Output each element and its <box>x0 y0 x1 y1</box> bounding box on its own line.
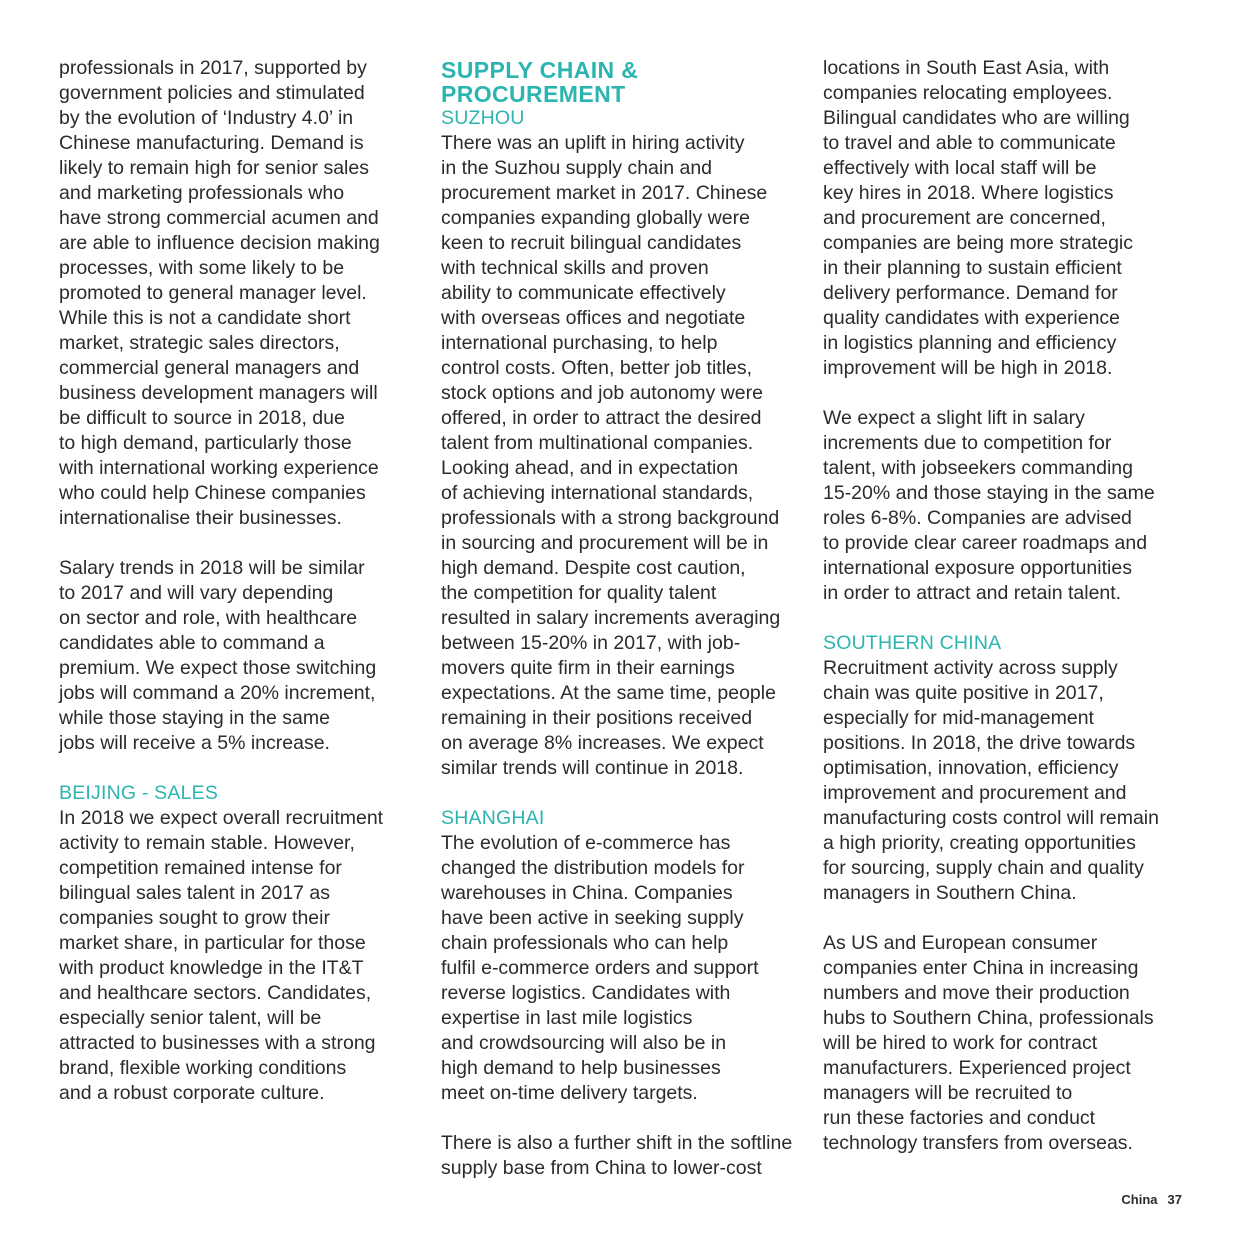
text-line: supply base from China to lower-cost <box>441 1157 762 1179</box>
text-line: companies expanding globally were <box>441 207 750 229</box>
text-line: locations in South East Asia, with <box>823 57 1110 79</box>
text-line: government policies and stimulated <box>59 82 365 104</box>
text-line: 15-20% and those staying in the same <box>823 482 1155 504</box>
text-line: movers quite firm in their earnings <box>441 657 735 679</box>
text-line: fulfil e-commerce orders and support <box>441 957 759 979</box>
text-line: talent, with jobseekers commanding <box>823 457 1133 479</box>
text-line: on sector and role, with healthcare <box>59 607 358 629</box>
paragraph <box>823 656 1183 906</box>
text-line: professionals in 2017, supported by <box>59 57 367 79</box>
text-line: talent from multinational companies. <box>441 432 754 454</box>
text-line: companies relocating employees. <box>823 82 1113 104</box>
text-line: warehouses in China. Companies <box>441 882 733 904</box>
subheading-shanghai: SHANGHAI <box>441 807 545 829</box>
text-line: and a robust corporate culture. <box>59 1082 325 1104</box>
text-line: promoted to general manager level. <box>59 282 367 304</box>
text-line: are able to influence decision making <box>59 232 380 254</box>
text-line: candidates able to command a <box>59 632 325 654</box>
text-line: high demand. Despite cost caution, <box>441 557 746 579</box>
text-line: ability to communicate effectively <box>441 282 726 304</box>
text-line: brand, flexible working conditions <box>59 1057 347 1079</box>
text-line: business development managers will <box>59 382 378 404</box>
page-footer <box>1121 1192 1182 1207</box>
paragraph <box>823 406 1183 606</box>
text-line: be difficult to source in 2018, due <box>59 407 345 429</box>
text-line: numbers and move their production <box>823 982 1130 1004</box>
text-line: will be hired to work for contract <box>823 1032 1098 1054</box>
text-line: professionals with a strong background <box>441 507 780 529</box>
text-line: who could help Chinese companies <box>59 482 366 504</box>
text-line: resulted in salary increments averaging <box>441 607 781 629</box>
subheading-southern-china: SOUTHERN CHINA <box>823 632 1002 654</box>
text-line: for sourcing, supply chain and quality <box>823 857 1144 879</box>
text-line: similar trends will continue in 2018. <box>441 757 744 779</box>
text-line: chain professionals who can help <box>441 932 729 954</box>
text-line: managers will be recruited to <box>823 1082 1073 1104</box>
paragraph <box>441 131 801 781</box>
text-line: have strong commercial acumen and <box>59 207 379 229</box>
text-line: bilingual sales talent in 2017 as <box>59 882 331 904</box>
text-line: offered, in order to attract the desired <box>441 407 762 429</box>
text-line: increments due to competition for <box>823 432 1112 454</box>
paragraph <box>59 806 404 1106</box>
section-heading <box>441 58 801 106</box>
text-line: and marketing professionals who <box>59 182 345 204</box>
text-line: with overseas offices and negotiate <box>441 307 746 329</box>
footer-section-label: China <box>1121 1192 1158 1207</box>
text-line: international purchasing, to help <box>441 332 718 354</box>
text-line: with product knowledge in the IT&T <box>59 957 364 979</box>
text-line: stock options and job autonomy were <box>441 382 763 404</box>
page-number: 37 <box>1167 1192 1182 1207</box>
subheading-beijing-sales: BEIJING - SALES <box>59 782 219 804</box>
column-2 <box>441 56 801 1181</box>
text-line: have been active in seeking supply <box>441 907 744 929</box>
text-line: jobs will command a 20% increment, <box>59 682 376 704</box>
text-line: reverse logistics. Candidates with <box>441 982 731 1004</box>
text-line: manufacturing costs control will remain <box>823 807 1159 829</box>
text-line: especially senior talent, will be <box>59 1007 322 1029</box>
text-line: with technical skills and proven <box>441 257 709 279</box>
text-line: in logistics planning and efficiency <box>823 332 1117 354</box>
text-line: positions. In 2018, the drive towards <box>823 732 1136 754</box>
text-line: remaining in their positions received <box>441 707 753 729</box>
text-line: companies sought to grow their <box>59 907 330 929</box>
text-line: market share, in particular for those <box>59 932 366 954</box>
text-line: manufacturers. Experienced project <box>823 1057 1131 1079</box>
paragraph <box>441 831 801 1106</box>
text-line: internationalise their businesses. <box>59 507 342 529</box>
text-line: There was an uplift in hiring activity <box>441 132 745 154</box>
text-line: improvement and procurement and <box>823 782 1127 804</box>
text-line: There is also a further shift in the softline <box>441 1132 793 1154</box>
text-line: attracted to businesses with a strong <box>59 1032 376 1054</box>
section-heading-line: PROCUREMENT <box>441 81 626 107</box>
text-line: to 2017 and will vary depending <box>59 582 334 604</box>
text-line: improvement will be high in 2018. <box>823 357 1113 379</box>
paragraph <box>59 556 404 756</box>
text-line: premium. We expect those switching <box>59 657 377 679</box>
column-3 <box>823 56 1183 1156</box>
text-line: with international working experience <box>59 457 379 479</box>
text-line: jobs will receive a 5% increase. <box>59 732 330 754</box>
text-line: especially for mid-management <box>823 707 1094 729</box>
text-line: changed the distribution models for <box>441 857 745 879</box>
text-line: key hires in 2018. Where logistics <box>823 182 1114 204</box>
text-line: As US and European consumer <box>823 932 1098 954</box>
text-line: companies are being more strategic <box>823 232 1133 254</box>
text-line: effectively with local staff will be <box>823 157 1097 179</box>
text-line: commercial general managers and <box>59 357 360 379</box>
text-line: Recruitment activity across supply <box>823 657 1118 679</box>
text-line: the competition for quality talent <box>441 582 717 604</box>
text-line: technology transfers from overseas. <box>823 1132 1133 1154</box>
text-line: likely to remain high for senior sales <box>59 157 369 179</box>
text-line: between 15-20% in 2017, with job- <box>441 632 741 654</box>
text-line: in their planning to sustain efficient <box>823 257 1122 279</box>
subheading-suzhou: SUZHOU <box>441 107 525 129</box>
text-line: by the evolution of ‘Industry 4.0’ in <box>59 107 354 129</box>
paragraph <box>59 56 404 531</box>
text-line: We expect a slight lift in salary <box>823 407 1085 429</box>
text-line: market, strategic sales directors, <box>59 332 340 354</box>
text-line: Salary trends in 2018 will be similar <box>59 557 365 579</box>
text-line: expertise in last mile logistics <box>441 1007 693 1029</box>
text-line: procurement market in 2017. Chinese <box>441 182 768 204</box>
text-line: in sourcing and procurement will be in <box>441 532 769 554</box>
paragraph <box>823 56 1183 381</box>
column-1 <box>59 56 404 1106</box>
text-line: a high priority, creating opportunities <box>823 832 1136 854</box>
text-line: in the Suzhou supply chain and <box>441 157 713 179</box>
text-line: activity to remain stable. However, <box>59 832 355 854</box>
text-line: chain was quite positive in 2017, <box>823 682 1104 704</box>
text-line: The evolution of e-commerce has <box>441 832 731 854</box>
text-line: processes, with some likely to be <box>59 257 345 279</box>
text-line: high demand to help businesses <box>441 1057 721 1079</box>
text-line: roles 6-8%. Companies are advised <box>823 507 1132 529</box>
text-line: while those staying in the same <box>59 707 330 729</box>
text-line: expectations. At the same time, people <box>441 682 776 704</box>
text-line: delivery performance. Demand for <box>823 282 1118 304</box>
text-line: hubs to Southern China, professionals <box>823 1007 1154 1029</box>
text-line: on average 8% increases. We expect <box>441 732 764 754</box>
text-line: companies enter China in increasing <box>823 957 1139 979</box>
text-line: and crowdsourcing will also be in <box>441 1032 727 1054</box>
text-line: optimisation, innovation, efficiency <box>823 757 1119 779</box>
text-line: While this is not a candidate short <box>59 307 351 329</box>
paragraph <box>823 931 1183 1156</box>
text-line: and healthcare sectors. Candidates, <box>59 982 372 1004</box>
text-line: Chinese manufacturing. Demand is <box>59 132 364 154</box>
text-line: Looking ahead, and in expectation <box>441 457 739 479</box>
section-heading-line: SUPPLY CHAIN & <box>441 57 639 83</box>
text-line: in order to attract and retain talent. <box>823 582 1122 604</box>
text-line: to high demand, particularly those <box>59 432 352 454</box>
text-line: run these factories and conduct <box>823 1107 1096 1129</box>
text-line: managers in Southern China. <box>823 882 1077 904</box>
text-line: quality candidates with experience <box>823 307 1121 329</box>
text-line: Bilingual candidates who are willing <box>823 107 1130 129</box>
text-line: meet on-time delivery targets. <box>441 1082 698 1104</box>
text-line: In 2018 we expect overall recruitment <box>59 807 384 829</box>
text-line: competition remained intense for <box>59 857 342 879</box>
paragraph <box>441 1131 801 1181</box>
text-line: to provide clear career roadmaps and <box>823 532 1148 554</box>
text-line: of achieving international standards, <box>441 482 754 504</box>
text-line: to travel and able to communicate <box>823 132 1116 154</box>
text-line: and procurement are concerned, <box>823 207 1106 229</box>
text-line: international exposure opportunities <box>823 557 1132 579</box>
text-line: control costs. Often, better job titles, <box>441 357 753 379</box>
text-line: keen to recruit bilingual candidates <box>441 232 742 254</box>
